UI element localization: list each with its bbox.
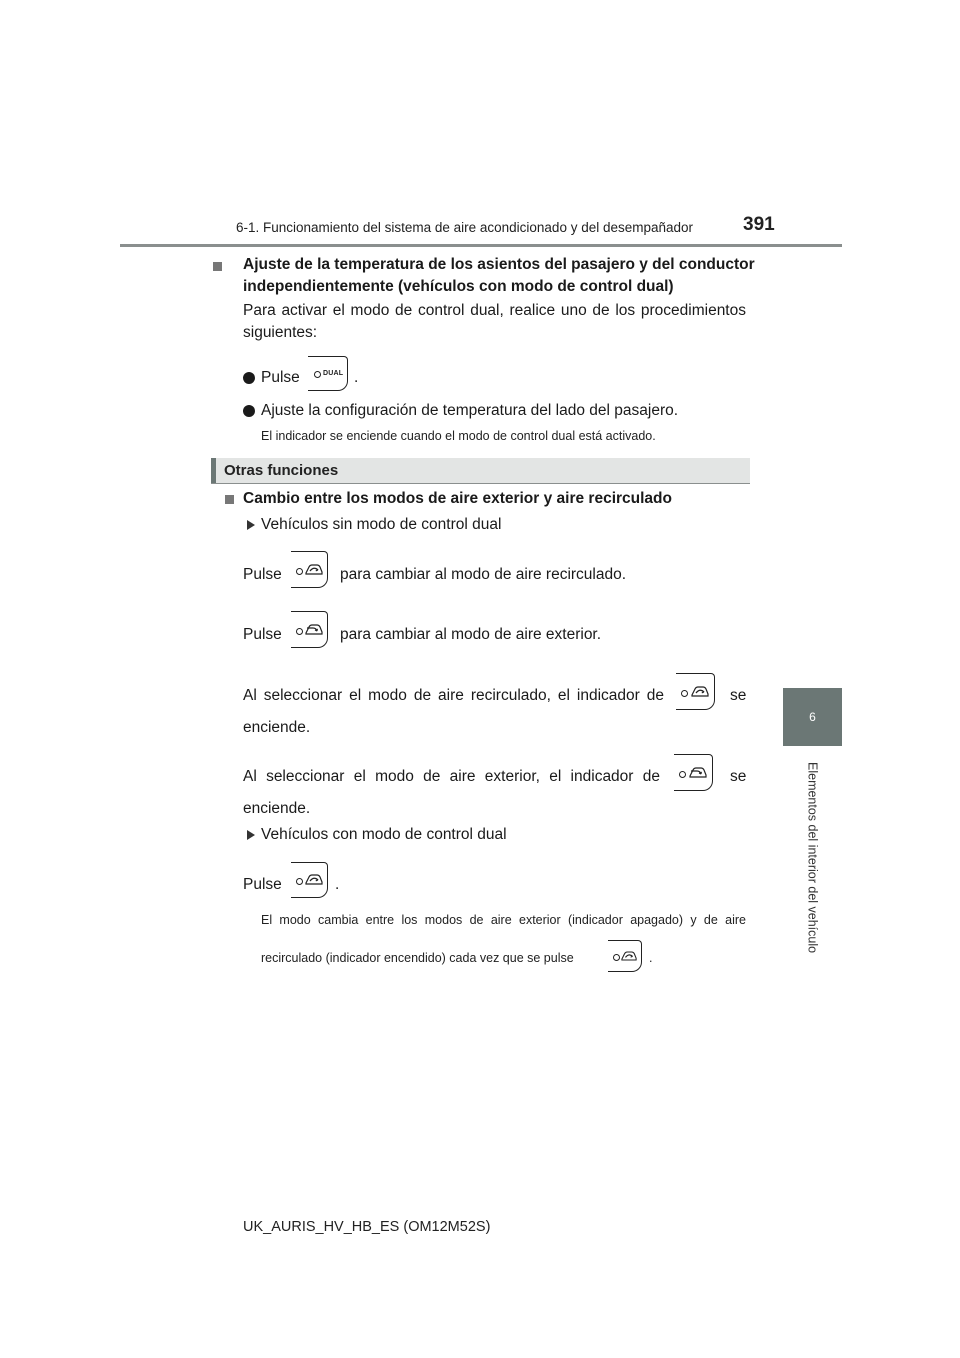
- recirculated-air-icon: [305, 873, 323, 886]
- dual-button: [308, 356, 348, 391]
- line5-period: .: [335, 876, 340, 893]
- triangle-bullet-icon: [247, 520, 255, 530]
- indicator-light-icon: [613, 954, 620, 961]
- line4-end: enciende.: [243, 800, 311, 817]
- chapter-number: 6: [809, 710, 816, 724]
- line3-end: enciende.: [243, 719, 311, 736]
- square-bullet-icon: [225, 495, 234, 504]
- sub-heading-without-dual: Vehículos sin modo de control dual: [261, 516, 502, 533]
- line2-pulse-text: Pulse: [243, 626, 282, 643]
- header-rule: [120, 244, 842, 247]
- section2-heading: Cambio entre los modos de aire exterior y aire recirculado: [243, 490, 672, 507]
- indicator-light-icon: [314, 371, 321, 378]
- line1-description: para cambiar al modo de aire recirculado.: [340, 566, 627, 583]
- indicator-light-icon: [679, 771, 686, 778]
- outside-air-indicator: [674, 754, 713, 791]
- recirculated-air-indicator: [676, 673, 715, 710]
- outside-air-icon: [305, 623, 323, 636]
- air-intake-button-small: [608, 940, 642, 972]
- section-bar-accent: [211, 458, 216, 483]
- line2-description: para cambiar al modo de aire exterior.: [340, 626, 602, 643]
- chapter-label-text: Elementos del interior del vehículo: [805, 761, 820, 954]
- bullet1-pulse-text: Pulse: [261, 369, 300, 386]
- line4-text: Al seleccionar el modo de aire exterior, el indicador de: [243, 768, 660, 785]
- square-bullet-icon: [213, 262, 222, 271]
- indicator-light-icon: [296, 878, 303, 885]
- line3-se: se: [730, 687, 747, 704]
- dot-bullet-icon: [243, 405, 255, 417]
- air-intake-button: [291, 862, 328, 898]
- indicator-light-icon: [681, 690, 688, 697]
- section2-note-period: .: [649, 951, 653, 965]
- section2-note-line1: El modo cambia entre los modos de aire exterior (indicador apagado) y de aire: [261, 913, 746, 927]
- triangle-bullet-icon: [247, 830, 255, 840]
- footer-model-code: UK_AURIS_HV_HB_ES (OM12M52S): [243, 1219, 491, 1235]
- recirculated-air-icon: [621, 950, 637, 962]
- indicator-light-icon: [296, 628, 303, 635]
- section-title: Otras funciones: [224, 462, 339, 479]
- outside-air-button: [291, 611, 328, 648]
- chapter-tab: [783, 688, 842, 746]
- section1-note: El indicador se enciende cuando el modo de control dual está activado.: [261, 429, 656, 443]
- indicator-light-icon: [296, 568, 303, 575]
- line3-text: Al seleccionar el modo de aire recirculado, el indicador de: [243, 687, 664, 704]
- sub-heading-with-dual: Vehículos con modo de control dual: [261, 826, 507, 843]
- bullet1-period: .: [354, 369, 359, 386]
- section2-note-line2: recirculado (indicador encendido) cada vez que se pulse: [261, 951, 574, 965]
- section1-paragraph-line1: Para activar el modo de control dual, realice uno de los procedimientos: [243, 302, 746, 319]
- header-title: 6-1. Funcionamiento del sistema de aire acondicionado y del desempañador: [236, 220, 694, 235]
- line5-pulse-text: Pulse: [243, 876, 282, 893]
- line4-se: se: [730, 768, 747, 785]
- recirculated-air-icon: [305, 563, 323, 576]
- dot-bullet-icon: [243, 372, 255, 384]
- section1-heading-line1: Ajuste de la temperatura de los asientos del pasajero y del conductor: [243, 256, 755, 273]
- line1-pulse-text: Pulse: [243, 566, 282, 583]
- bullet2-text: Ajuste la configuración de temperatura del lado del pasajero.: [261, 402, 679, 419]
- dual-button-label: DUAL: [323, 370, 344, 377]
- outside-air-icon: [689, 766, 707, 779]
- recirculated-air-icon: [691, 685, 709, 698]
- section1-paragraph-line2: siguientes:: [243, 324, 318, 341]
- recirculated-air-button: [291, 551, 328, 588]
- chapter-label: [783, 760, 842, 955]
- section1-heading-line2: independientemente (vehículos con modo de control dual): [243, 278, 674, 295]
- page-number: 391: [743, 214, 775, 235]
